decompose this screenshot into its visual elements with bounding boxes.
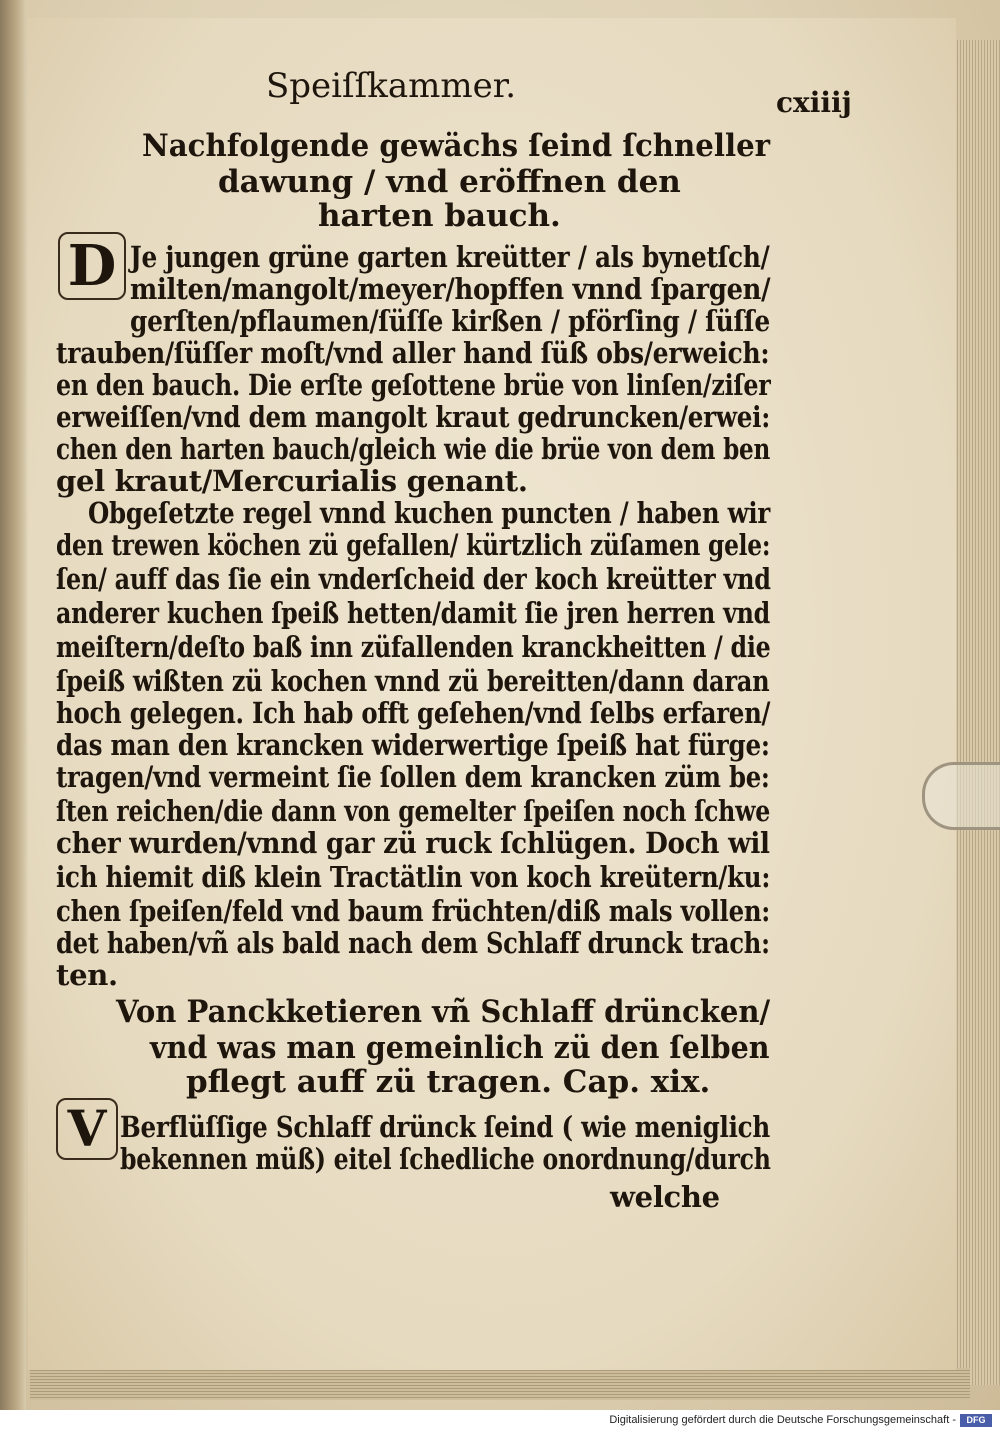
text-line: gerſten/pflaumen/ſüſſe kirßen / pförſing / ſüſſe [130,304,770,338]
text-line: gel kraut/Mercurialis genant. [56,464,528,498]
text-line: Je jungen grüne garten kreütter / als bynetſch/ [130,240,770,274]
section1-heading-line: dawung / vnd eröffnen den [218,164,681,200]
text-line: ſten reichen/die dann von gemelter ſpeiſen noch ſchwe [56,794,771,828]
folio-number: cxiiij [776,86,852,119]
section1-heading-line: Nachfolgende gewächs ſeind ſchneller [142,128,771,164]
text-line: ich hiemit diß klein Tractätlin von koch kreütern/ku: [56,860,771,894]
footer-bar [0,1410,1000,1432]
text-line: cher wurden/vnnd gar zü ruck ſchlügen. Doch wil [56,826,770,860]
text-line: chen ſpeiſen/feld vnd baum früchten/diß mals vollen: [56,894,771,928]
page-bottom-edge [30,1368,970,1400]
text-line: en den bauch. Die erſte geſottene brüe von linſen/ziſer [56,368,771,402]
section2-heading-line: pflegt auff zü tragen. Cap. xix. [186,1064,711,1100]
decorated-initial: V [56,1098,118,1160]
text-line: erweiſſen/vnd dem mangolt kraut gedruncken/erwei: [56,400,771,434]
text-line: hoch gelegen. Ich hab offt geſehen/vnd ſelbs erfaren/ [56,696,771,730]
text-line: chen den harten bauch/gleich wie die brüe von dem ben [56,432,771,466]
page-edges [952,40,1000,1385]
catchword: welche [610,1180,720,1214]
section2-heading-line: Von Panckketieren vñ Schlaff drüncken/ [116,994,771,1030]
section1-heading-line: harten bauch. [318,198,561,234]
text-line: meiſtern/deſto baß inn züfallenden kranckheitten / die [56,630,771,664]
decorated-initial: D [58,232,126,300]
text-line: bekennen müß) eitel ſchedliche onordnung/durch [120,1142,771,1176]
dfg-logo: DFG [960,1414,992,1427]
text-line: den trewen köchen zü gefallen/ kürtzlich züſamen gele: [56,528,771,562]
section2-heading-line: vnd was man gemeinlich zü den ſelben [150,1030,770,1066]
text-line: milten/mangolt/meyer/hopffen vnnd ſpargen/ [130,272,771,306]
text-line: ſpeiß wißten zü kochen vnnd zü bereitten/dann daran [56,664,770,698]
text-line: tragen/vnd vermeint ſie ſollen dem krancken züm be: [56,760,770,794]
text-line: ten. [56,958,118,992]
text-line: Obgeſetzte regel vnnd kuchen puncten / haben wir [88,496,771,530]
text-line: anderer kuchen ſpeiß hetten/damit ſie jren herren vnd [56,596,771,630]
footer-credit: Digitalisierung gefördert durch die Deutsche Forschungsgemeinschaft - [609,1414,956,1426]
page-clip [922,762,1000,830]
running-head: Speiſſkammer. [266,66,517,106]
text-line: ſen/ auff das ſie ein vnderſcheid der koch kreütter vnd [56,562,771,596]
text-line: det haben/vñ als bald nach dem Schlaff drunck trach: [56,926,770,960]
text-line: das man den krancken widerwertige ſpeiß hat fürge: [56,728,770,762]
text-line: trauben/ſüſſer moſt/vnd aller hand ſüß obs/erweich: [56,336,770,370]
book-spine [0,0,26,1410]
text-line: Berflüſſige Schlaff drünck ſeind ( wie meniglich [120,1110,770,1144]
